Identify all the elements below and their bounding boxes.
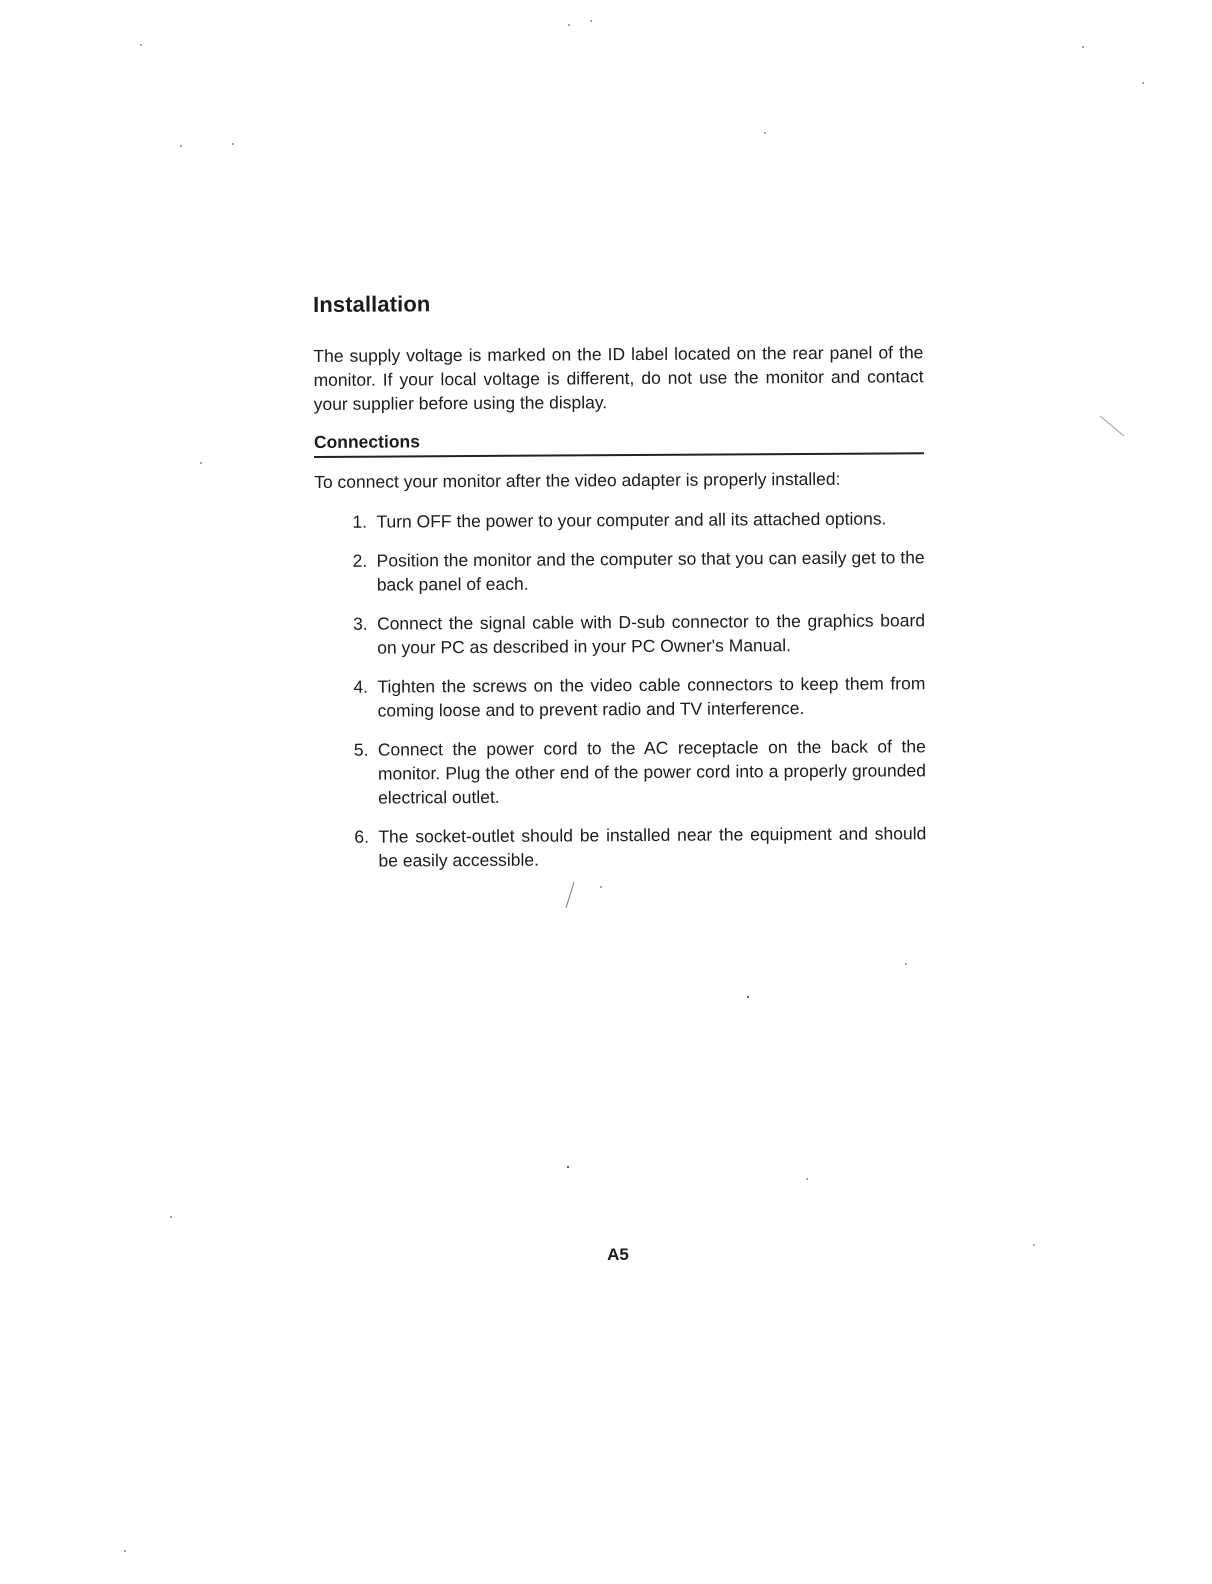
list-item xyxy=(354,821,926,872)
scan-speck xyxy=(905,963,907,965)
list-item xyxy=(352,506,924,533)
scan-speck xyxy=(180,145,182,147)
step-number: 5. xyxy=(353,739,369,760)
list-item xyxy=(353,671,925,722)
list-item xyxy=(354,734,926,809)
step-number: 2. xyxy=(352,550,368,571)
step-text: Turn OFF the power to your computer and all its attached options. xyxy=(376,508,887,532)
list-item xyxy=(353,608,925,659)
scan-speck xyxy=(600,886,602,888)
step-number: 4. xyxy=(353,676,369,697)
step-text: Position the monitor and the computer so that you can easily get to the back panel of each. xyxy=(376,547,925,595)
scan-speck xyxy=(1142,82,1144,84)
scan-speck xyxy=(200,462,202,464)
step-text: Connect the signal cable with D-sub connector to the graphics board on your PC as described in your PC Owner's Manual. xyxy=(376,610,926,658)
scan-speck xyxy=(1082,46,1084,48)
section-heading-connections: Connections xyxy=(314,428,924,458)
scan-speck xyxy=(747,996,749,998)
scan-speck xyxy=(140,44,142,46)
step-number: 1. xyxy=(352,511,368,532)
scan-speck xyxy=(124,1550,126,1552)
pen-stroke-mark xyxy=(1098,412,1128,442)
step-number: 6. xyxy=(354,826,369,847)
scan-speck xyxy=(567,1166,569,1168)
step-text: Connect the power cord to the AC receptacle on the back of the monitor. Plug the other end of the power cord into a properly grounded electrical outlet. xyxy=(377,736,926,808)
step-text: Tighten the screws on the video cable connectors to keep them from coming loose and to prevent radio and TV interference. xyxy=(377,673,926,721)
step-number: 3. xyxy=(352,613,368,634)
document-body xyxy=(313,288,927,888)
lead-paragraph: To connect your monitor after the video adapter is properly installed: xyxy=(314,468,841,492)
scan-speck xyxy=(568,24,570,26)
scan-speck xyxy=(764,132,766,134)
steps-list xyxy=(352,506,926,872)
scan-speck xyxy=(806,1178,808,1180)
scan-speck xyxy=(232,143,234,145)
page-title: Installation xyxy=(313,291,431,317)
step-text: The socket-outlet should be installed near the equipment and should be easily accessible. xyxy=(378,823,927,871)
scan-speck xyxy=(170,1216,172,1218)
list-item xyxy=(353,545,925,596)
page-number: A5 xyxy=(607,1245,629,1264)
intro-paragraph: The supply voltage is marked on the ID label located on the rear panel of the monitor. If your local voltage is different, do not use the monitor and contact your supplier before using the display. xyxy=(313,342,924,414)
scan-speck xyxy=(590,20,592,22)
